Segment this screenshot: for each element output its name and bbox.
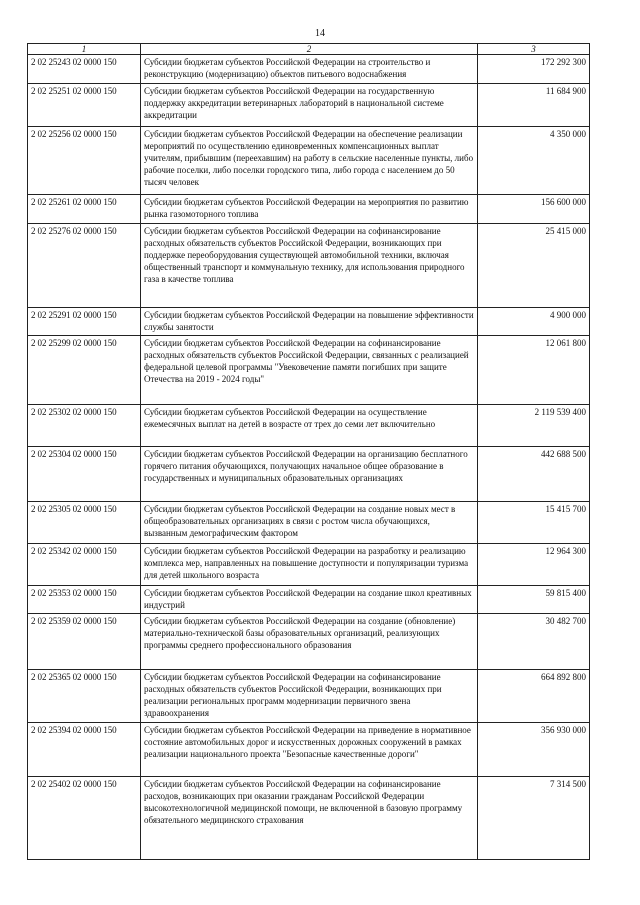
row-amount: 11 684 900: [478, 84, 590, 127]
row-amount: 15 415 700: [478, 502, 590, 544]
column-header-code: 1: [28, 44, 141, 55]
row-description: Субсидии бюджетам субъектов Российской Федерации на софинансирование расходов, возникающих при оказании гражданам Российской Федерации высокотехнологичной медицинской помощи, не включенной в базовую программу обязательного медицинского страхования: [141, 777, 478, 860]
row-code: 2 02 25365 02 0000 150: [28, 670, 141, 723]
row-amount: 12 061 800: [478, 336, 590, 405]
row-amount: 12 964 300: [478, 544, 590, 586]
row-description: Субсидии бюджетам субъектов Российской Федерации на софинансирование расходных обязательств субъектов Российской Федерации, возникающих при реализации региональных программ модернизации первичного звена здравоохранения: [141, 670, 478, 723]
table-row: [28, 544, 590, 586]
column-header-amount: 3: [478, 44, 590, 55]
row-description: Субсидии бюджетам субъектов Российской Федерации на повышение эффективности службы занятости: [141, 308, 478, 336]
row-code: 2 02 25299 02 0000 150: [28, 336, 141, 405]
row-code: 2 02 25261 02 0000 150: [28, 195, 141, 224]
table-row: [28, 447, 590, 502]
table-row: [28, 308, 590, 336]
row-description: Субсидии бюджетам субъектов Российской Федерации на создание школ креативных индустрий: [141, 586, 478, 614]
table-row: [28, 614, 590, 670]
table-row: [28, 723, 590, 777]
row-code: 2 02 25394 02 0000 150: [28, 723, 141, 777]
row-amount: 4 350 000: [478, 127, 590, 195]
table-row: [28, 224, 590, 308]
table-body: [28, 55, 590, 860]
row-description: Субсидии бюджетам субъектов Российской Федерации на разработку и реализацию комплекса мер, направленных на повышение доступности и популяризации туризма для детей школьного возраста: [141, 544, 478, 586]
table-row: [28, 55, 590, 84]
row-description: Субсидии бюджетам субъектов Российской Федерации на обеспечение реализации мероприятий по осуществлению единовременных компенсационных выплат учителям, прибывшим (переехавшим) на работу в сельские населенные пункты, либо рабочие поселки, либо поселки городского типа, либо города с населением до 50 тысяч человек: [141, 127, 478, 195]
table-row: [28, 586, 590, 614]
row-code: 2 02 25291 02 0000 150: [28, 308, 141, 336]
row-description: Субсидии бюджетам субъектов Российской Федерации на софинансирование расходных обязательств субъектов Российской Федерации, возникающих при поддержке переоборудования существующей автомобильной техники, включая общественный транспорт и коммунальную технику, для использования природного газа в качестве топлива: [141, 224, 478, 308]
table-row: [28, 127, 590, 195]
row-amount: 172 292 300: [478, 55, 590, 84]
table-row: [28, 84, 590, 127]
page-number: 14: [315, 28, 325, 39]
row-code: 2 02 25402 02 0000 150: [28, 777, 141, 860]
table-header-row: [28, 44, 590, 55]
table-row: [28, 195, 590, 224]
row-code: 2 02 25243 02 0000 150: [28, 55, 141, 84]
row-description: Субсидии бюджетам субъектов Российской Федерации на создание новых мест в общеобразовательных организациях в связи с ростом числа обучающихся, вызванным демографическим фактором: [141, 502, 478, 544]
row-code: 2 02 25256 02 0000 150: [28, 127, 141, 195]
row-amount: 4 900 000: [478, 308, 590, 336]
row-code: 2 02 25302 02 0000 150: [28, 405, 141, 447]
column-header-description: 2: [141, 44, 478, 55]
row-description: Субсидии бюджетам субъектов Российской Федерации на осуществление ежемесячных выплат на детей в возрасте от трех до семи лет включительно: [141, 405, 478, 447]
table-header: [28, 44, 590, 55]
row-amount: 25 415 000: [478, 224, 590, 308]
row-amount: 442 688 500: [478, 447, 590, 502]
budget-table: [27, 43, 590, 860]
table-row: [28, 502, 590, 544]
row-description: Субсидии бюджетам субъектов Российской Федерации на организацию бесплатного горячего питания обучающихся, получающих начальное общее образование в государственных и муниципальных образовательных организациях: [141, 447, 478, 502]
table-row: [28, 670, 590, 723]
row-amount: 30 482 700: [478, 614, 590, 670]
row-code: 2 02 25251 02 0000 150: [28, 84, 141, 127]
row-amount: 2 119 539 400: [478, 405, 590, 447]
row-amount: 664 892 800: [478, 670, 590, 723]
row-description: Субсидии бюджетам субъектов Российской Федерации на софинансирование расходных обязательств субъектов Российской Федерации, связанных с реализацией федеральной целевой программы "Увековечение памяти погибших при защите Отечества на 2019 - 2024 годы": [141, 336, 478, 405]
row-amount: 7 314 500: [478, 777, 590, 860]
row-amount: 356 930 000: [478, 723, 590, 777]
row-amount: 156 600 000: [478, 195, 590, 224]
row-description: Субсидии бюджетам субъектов Российской Федерации на строительство и реконструкцию (модернизацию) объектов питьевого водоснабжения: [141, 55, 478, 84]
row-code: 2 02 25353 02 0000 150: [28, 586, 141, 614]
row-description: Субсидии бюджетам субъектов Российской Федерации на приведение в нормативное состояние автомобильных дорог и искусственных дорожных сооружений в рамках реализации национального проекта "Безопасные качественные дороги": [141, 723, 478, 777]
row-description: Субсидии бюджетам субъектов Российской Федерации на создание (обновление) материально-технической базы образовательных организаций, реализующих программы среднего профессионального образования: [141, 614, 478, 670]
row-code: 2 02 25359 02 0000 150: [28, 614, 141, 670]
row-amount: 59 815 400: [478, 586, 590, 614]
row-code: 2 02 25304 02 0000 150: [28, 447, 141, 502]
table-row: [28, 777, 590, 860]
table-row: [28, 336, 590, 405]
row-code: 2 02 25305 02 0000 150: [28, 502, 141, 544]
row-code: 2 02 25276 02 0000 150: [28, 224, 141, 308]
row-description: Субсидии бюджетам субъектов Российской Федерации на государственную поддержку аккредитации ветеринарных лабораторий в национальной системе аккредитации: [141, 84, 478, 127]
row-code: 2 02 25342 02 0000 150: [28, 544, 141, 586]
row-description: Субсидии бюджетам субъектов Российской Федерации на мероприятия по развитию рынка газомоторного топлива: [141, 195, 478, 224]
table-row: [28, 405, 590, 447]
